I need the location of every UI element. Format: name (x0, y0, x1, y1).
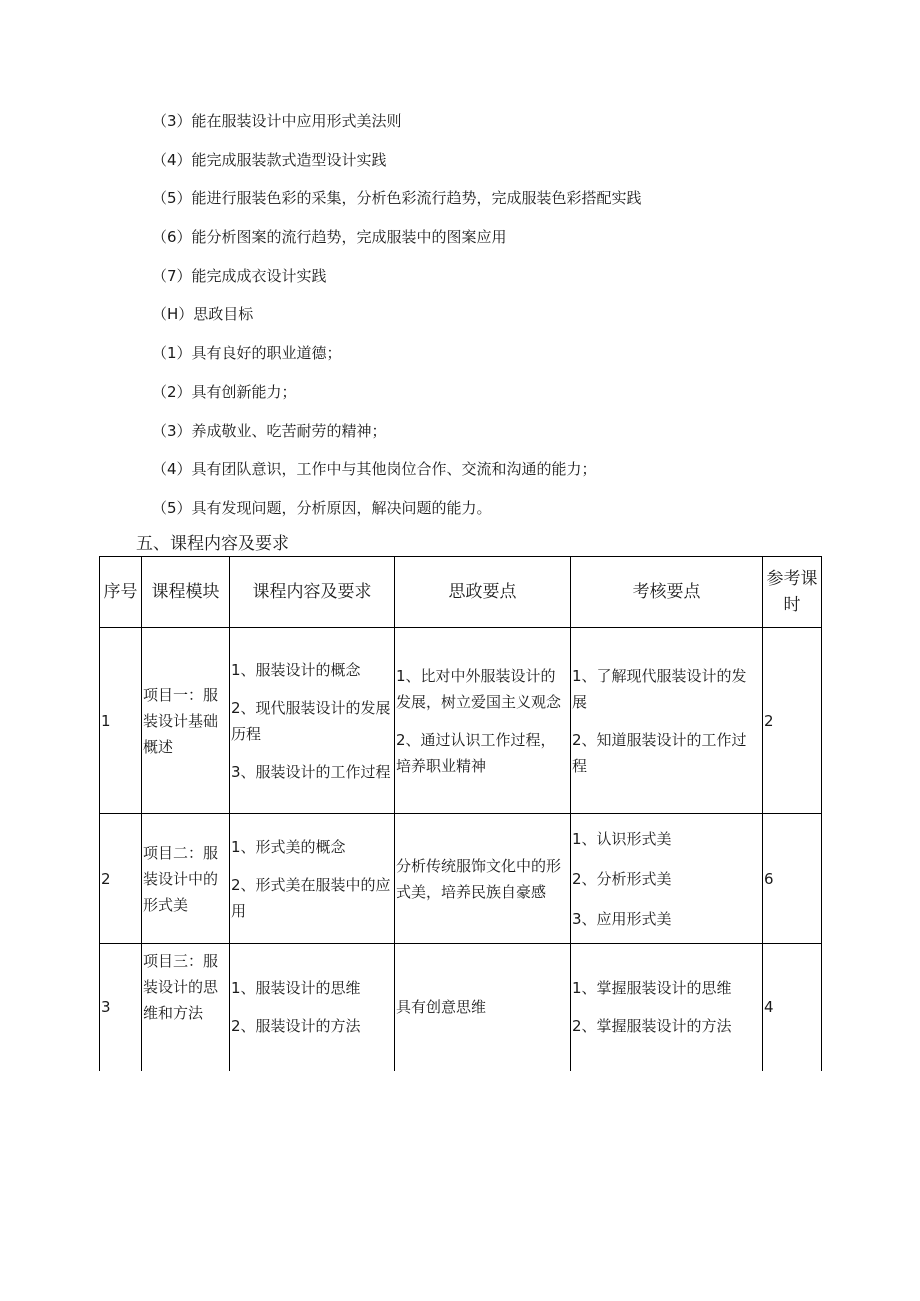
cell-content (230, 944, 395, 1071)
cell-content (230, 814, 395, 944)
table-row (100, 944, 822, 1071)
content-item: 2、服装设计的方法 (231, 1017, 361, 1036)
ideology-item: 2、通过认识工作过程，培养职业精神 (396, 730, 556, 775)
ideology-item: 具有创意思维 (396, 998, 487, 1017)
content-item: 1、服装设计的概念 (231, 660, 361, 679)
header-hours: 参考课时 (763, 557, 822, 628)
goal-item: （4）能完成服装款式造型设计实践 (152, 150, 387, 169)
table-row (100, 628, 822, 814)
cell-content (230, 628, 395, 814)
cell-ideology (395, 628, 571, 814)
cell-module: 项目三：服装设计的思维和方法 (142, 944, 230, 1071)
goal-item: （3）能在服装设计中应用形式美法则 (152, 112, 402, 130)
goal-item: （2）具有创新能力； (152, 382, 297, 401)
header-no: 序号 (100, 557, 142, 628)
goal-item: （4）具有团队意识，工作中与其他岗位合作、交流和沟通的能力； (152, 460, 597, 479)
assessment-item: 3、应用形式美 (572, 909, 672, 928)
section-title: 五、课程内容及要求 (136, 534, 289, 554)
cell-hours: 4 (763, 944, 822, 1071)
assessment-item: 1、认识形式美 (572, 829, 672, 848)
content-item: 1、形式美的概念 (231, 837, 346, 856)
assessment-item: 1、了解现代服装设计的发展 (572, 666, 747, 711)
cell-assessment (571, 944, 763, 1071)
goal-heading: （H）思政目标 (152, 305, 254, 324)
cell-ideology (395, 944, 571, 1071)
content-item: 1、服装设计的思维 (231, 979, 361, 998)
assessment-item: 1、掌握服装设计的思维 (572, 979, 732, 998)
goals-list (152, 108, 852, 534)
goal-item: （5）具有发现问题，分析原因，解决问题的能力。 (152, 498, 492, 517)
ideology-item: 1、比对中外服装设计的发展，树立爱国主义观念 (396, 666, 562, 711)
header-ideology: 思政要点 (395, 557, 571, 628)
cell-assessment (571, 814, 763, 944)
header-assessment: 考核要点 (571, 557, 763, 628)
content-item: 2、形式美在服装中的应用 (231, 875, 391, 920)
goal-item: （6）能分析图案的流行趋势，完成服装中的图案应用 (152, 228, 507, 247)
header-content: 课程内容及要求 (230, 557, 395, 628)
assessment-item: 2、分析形式美 (572, 869, 672, 888)
cell-assessment (571, 628, 763, 814)
cell-ideology (395, 814, 571, 944)
content-item: 2、现代服装设计的发展历程 (231, 698, 391, 743)
course-table (99, 556, 822, 1071)
table-header-row (100, 557, 822, 628)
goal-item: （7）能完成成衣设计实践 (152, 266, 327, 285)
cell-hours: 2 (763, 628, 822, 814)
ideology-item: 分析传统服饰文化中的形式美，培养民族自豪感 (396, 856, 562, 901)
cell-module: 项目二：服装设计中的形式美 (142, 814, 230, 944)
goal-item: （5）能进行服装色彩的采集，分析色彩流行趋势，完成服装色彩搭配实践 (152, 189, 642, 208)
assessment-item: 2、知道服装设计的工作过程 (572, 730, 747, 775)
cell-no: 1 (100, 628, 142, 814)
cell-no: 3 (100, 944, 142, 1071)
goal-item: （1）具有良好的职业道德； (152, 344, 342, 363)
table-row (100, 814, 822, 944)
cell-no: 2 (100, 814, 142, 944)
cell-module: 项目一：服装设计基础概述 (142, 628, 230, 814)
cell-hours: 6 (763, 814, 822, 944)
goal-item: （3）养成敬业、吃苦耐劳的精神； (152, 421, 387, 440)
assessment-item: 2、掌握服装设计的方法 (572, 1017, 732, 1036)
header-module: 课程模块 (142, 557, 230, 628)
content-item: 3、服装设计的工作过程 (231, 762, 391, 781)
